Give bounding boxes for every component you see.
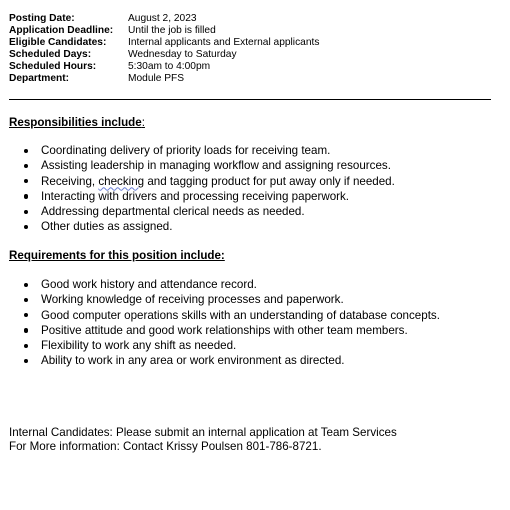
internal-candidates-note: Internal Candidates: Please submit an internal application at Team Services: [9, 426, 397, 439]
eligible-candidates-row: [9, 37, 489, 49]
requirements-list: [0, 277, 440, 369]
bullet-icon: [24, 210, 28, 214]
bullet-icon: [24, 149, 28, 153]
department-label: Department:: [9, 73, 70, 84]
list-item-text: Assisting leadership in managing workflow and assigning resources.: [41, 159, 391, 173]
list-item: [0, 277, 440, 292]
bullet-icon: [24, 298, 28, 302]
list-item-text: Positive attitude and good work relationships with other team members.: [41, 323, 408, 337]
application-deadline-row: [9, 25, 489, 37]
list-item-text-after: and tagging product for put away only if needed.: [144, 174, 395, 188]
list-item-text: Interacting with drivers and processing receiving paperwork.: [41, 189, 350, 203]
contact-info: For More information: Contact Krissy Poulsen 801-786-8721.: [9, 440, 322, 453]
posting-date-value: August 2, 2023: [128, 13, 197, 24]
list-item: [0, 353, 440, 368]
responsibilities-heading-colon: :: [141, 116, 145, 129]
list-item-text: Flexibility to work any shift as needed.: [41, 339, 237, 353]
scheduled-hours-row: [9, 61, 489, 73]
list-item: [0, 143, 395, 158]
department-value: Module PFS: [128, 73, 185, 84]
posting-date-label: Posting Date:: [9, 13, 75, 24]
application-deadline-label: Application Deadline:: [9, 25, 114, 36]
scheduled-days-value: Wednesday to Saturday: [128, 49, 237, 60]
list-item-text: Good work history and attendance record.: [41, 278, 257, 291]
department-row: [9, 73, 489, 85]
list-item: [0, 189, 395, 204]
list-item-text: Other duties as assigned.: [41, 220, 173, 234]
spellcheck-flagged-word[interactable]: checking: [98, 174, 145, 188]
list-item-text: Good computer operations skills with an understanding of database concepts.: [41, 308, 440, 322]
posting-date-row: [9, 13, 489, 25]
list-item-text: Working knowledge of receiving processes and paperwork.: [41, 293, 344, 307]
scheduled-days-label: Scheduled Days:: [9, 49, 92, 60]
list-item: [0, 292, 440, 307]
bullet-icon: [24, 225, 28, 229]
bullet-icon: [24, 344, 28, 348]
list-item: [0, 174, 395, 189]
eligible-candidates-value: Internal applicants and External applicants: [128, 37, 320, 48]
bullet-icon: [24, 313, 28, 317]
list-item-text: Ability to work in any area or work environment as directed.: [41, 354, 345, 368]
list-item: [0, 158, 395, 173]
list-item: [0, 323, 440, 338]
eligible-candidates-label: Eligible Candidates:: [9, 37, 107, 48]
responsibilities-heading-text: Responsibilities include: [9, 116, 142, 129]
bullet-icon: [24, 359, 28, 363]
list-item: [0, 219, 395, 234]
list-item-text-before: Receiving,: [41, 174, 99, 188]
posting-details: [9, 13, 489, 85]
scheduled-days-row: [9, 49, 489, 61]
responsibilities-list: [0, 143, 395, 235]
responsibilities-heading: [9, 116, 145, 130]
bullet-icon: [24, 194, 28, 198]
contact-footer: [9, 426, 397, 454]
list-item: [0, 308, 440, 323]
list-item-text: Addressing departmental clerical needs as needed.: [41, 205, 305, 219]
scheduled-hours-value: 5:30am to 4:00pm: [128, 61, 211, 72]
bullet-icon: [24, 328, 28, 332]
list-item: [0, 338, 440, 353]
scheduled-hours-label: Scheduled Hours:: [9, 61, 97, 72]
list-item: [0, 204, 395, 219]
bullet-icon: [24, 179, 28, 183]
application-deadline-value: Until the job is filled: [128, 25, 216, 36]
bullet-icon: [24, 164, 28, 168]
requirements-heading: Requirements for this position include:: [9, 249, 225, 262]
list-item-text: Coordinating delivery of priority loads for receiving team.: [41, 144, 331, 157]
horizontal-divider: [9, 99, 491, 100]
bullet-icon: [24, 283, 28, 287]
